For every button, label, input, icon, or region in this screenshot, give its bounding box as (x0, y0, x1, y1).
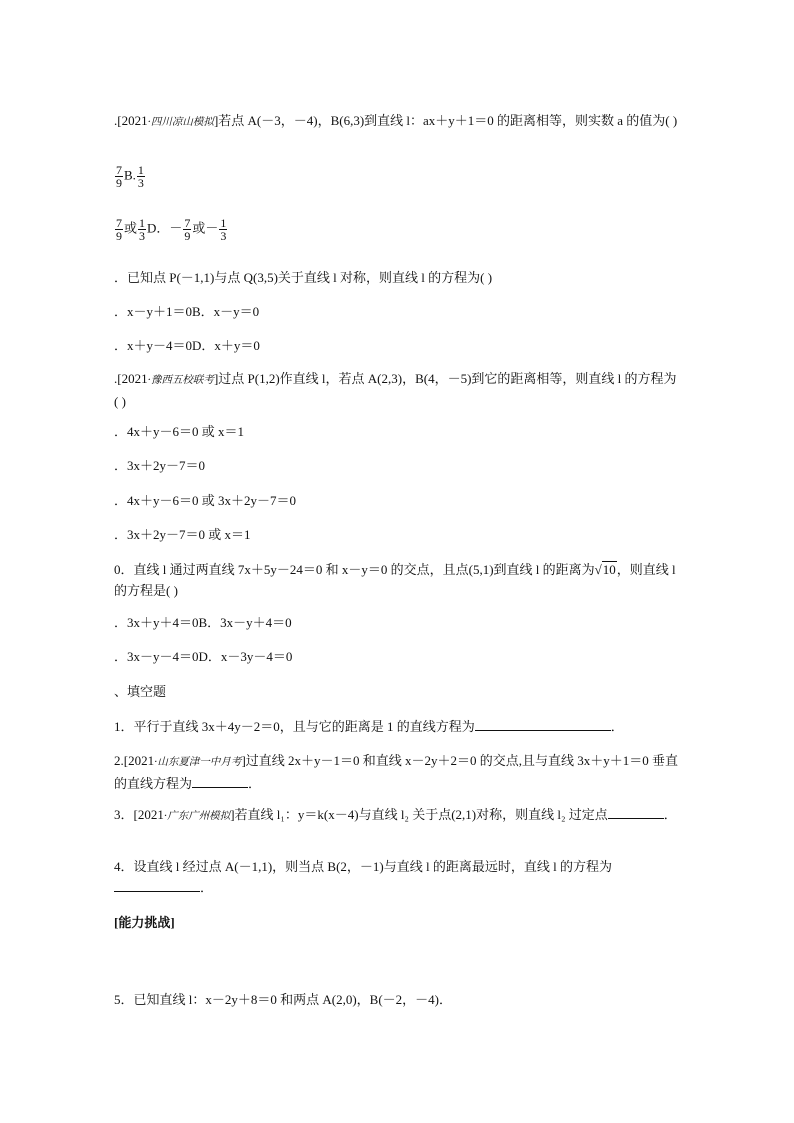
source-tag: ·广东广州模拟 (163, 810, 231, 822)
question-10-options-cd: ．3x－y－4＝0D．x－3y－4＝0 (114, 649, 293, 664)
question-9-option-a: ．4x＋y－6＝0 或 x＝1 (114, 424, 245, 439)
question-9-option-c: ．4x＋y－6＝0 或 3x＋2y－7＝0 (114, 493, 297, 508)
answer-blank (192, 775, 248, 788)
answer-blank (608, 806, 664, 819)
fraction: $\frac{7}{9}$ (116, 163, 122, 190)
question-8-options-cd: ．x＋y－4＝0D．x＋y＝0 (114, 338, 260, 353)
question-14: 4．设直线 l 经过点 A(－1,1)，则当点 B(2，－1)与直线 l 的距离最远时，直线 l 的方程为． (114, 859, 612, 895)
source-tag: ·四川凉山模拟 (147, 116, 214, 128)
section-heading-ability: [能力挑战] (114, 915, 175, 930)
question-9-option-d: ．3x＋2y－7＝0 或 x＝1 (114, 527, 251, 542)
fraction: $\frac{7}{9}$ (184, 216, 191, 243)
question-8-stem: ．已知点 P(－1,1)与点 Q(3,5)关于直线 l 对称，则直线 l 的方程为( ) (114, 270, 493, 285)
question-7-options-ab: $\frac{7}{9}$ B. $\frac{1}{3}$ (116, 163, 144, 190)
answer-blank (475, 718, 611, 731)
question-11: 1．平行于直线 3x＋4y－2＝0，且与它的距离是 1 的直线方程为 ． (114, 719, 624, 734)
question-12: 2.[2021·山东夏津一中月考]过直线 2x＋y－1＝0 和直线 x－2y＋2＝0 的交点,且与直线 3x＋y＋1＝0 垂直的直线方程为 ． (114, 753, 679, 791)
question-13: 3．[2021·广东广州模拟]若直线 l₁：y＝k(x－4)与直线 l₂ 关于点(2,1)对称，则直线 l₂ 过定点 ． (114, 807, 677, 822)
question-8-options-ab: ．x－y＋1＝0B．x－y＝0 (114, 304, 260, 319)
sqrt-radicand: 10 (602, 562, 616, 577)
section-heading-fill: 、填空题 (114, 684, 167, 699)
source-tag: ·豫西五校联考 (147, 374, 214, 386)
fraction: $\frac{7}{9}$ (116, 216, 122, 243)
question-9-option-b: ．3x＋2y－7＝0 (114, 458, 206, 473)
fraction: $\frac{1}{3}$ (137, 163, 144, 190)
fraction: $\frac{1}{3}$ (220, 216, 227, 243)
source-tag: ·山东夏津一中月考 (154, 756, 242, 768)
question-7-options-cd: $\frac{7}{9}$ 或 $\frac{1}{3}$ D．－ $\frac{7}{9}$ 或－ $\frac{1}{3}$ (116, 216, 227, 243)
question-15: 5．已知直线 l：x－2y＋8＝0 和两点 A(2,0)，B(－2，－4)． (114, 992, 452, 1007)
question-7-stem: .[2021·四川凉山模拟]若点 A(－3，－4)，B(6,3)到直线 l：ax＋y＋1＝0 的距离相等，则实数 a 的值为( ) (114, 113, 678, 128)
sqrt-symbol: √ (594, 562, 602, 577)
answer-blank (114, 879, 200, 892)
question-10-stem: 0．直线 l 通过两直线 7x＋5y－24＝0 和 x－y＝0 的交点，且点(5,1)到直线 l 的距离为√10，则直线 l 的方程是( ) (114, 562, 676, 598)
question-9-stem: .[2021·豫西五校联考]过点 P(1,2)作直线 l，若点 A(2,3)，B(4，－5)到它的距离相等，则直线 l 的方程为( ) (114, 371, 677, 409)
question-10-options-ab: ．3x＋y＋4＝0B．3x－y＋4＝0 (114, 615, 292, 630)
fraction: $\frac{1}{3}$ (139, 216, 146, 243)
